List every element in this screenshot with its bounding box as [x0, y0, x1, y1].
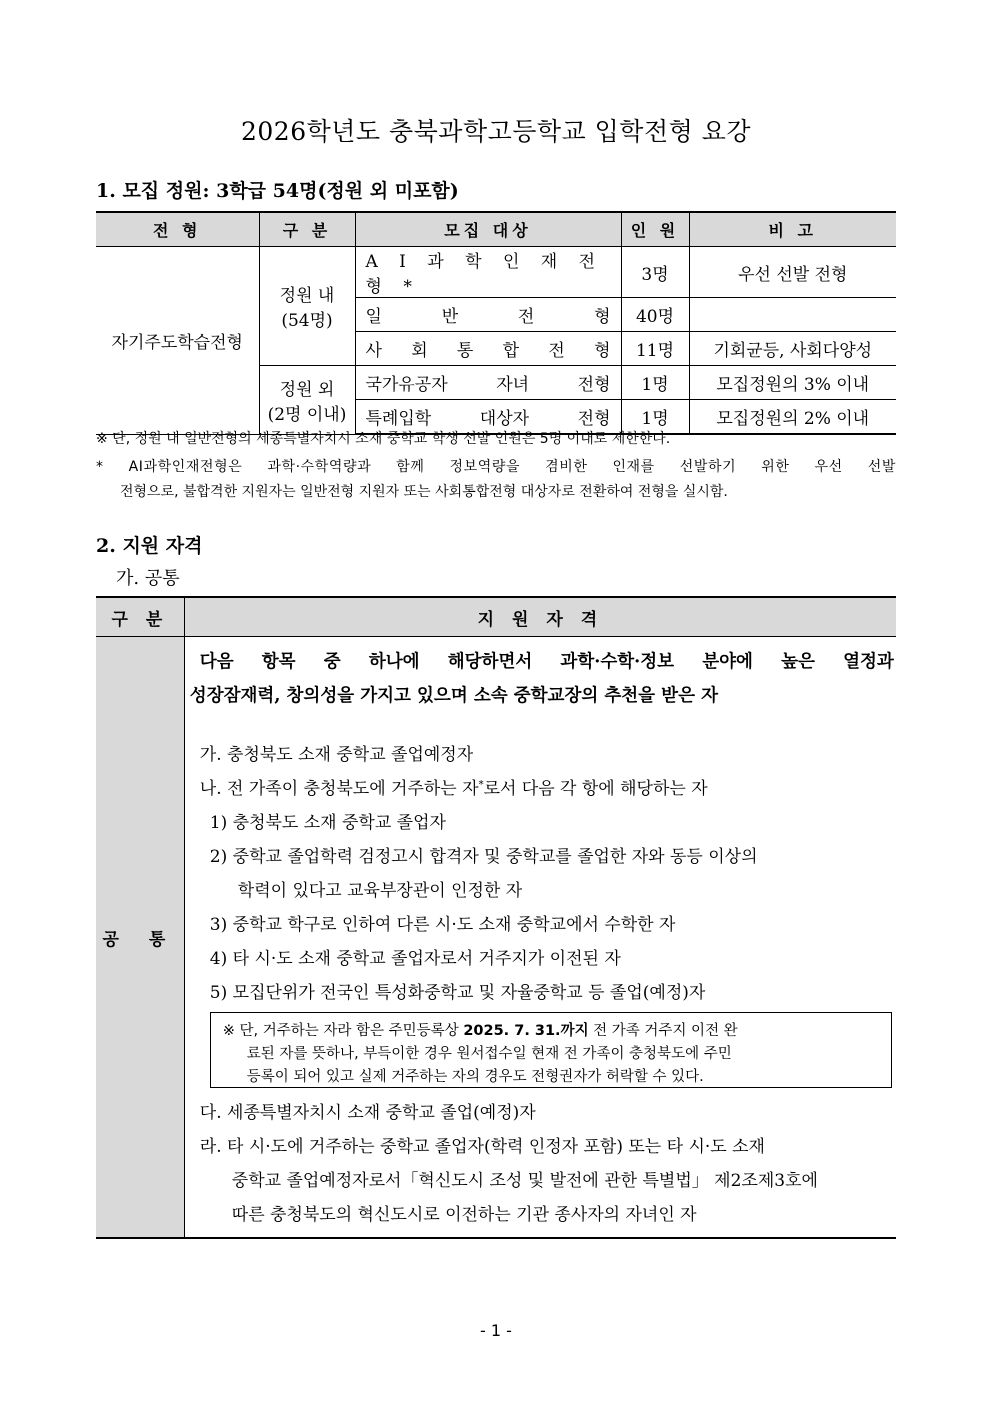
col-header-note: 비 고: [689, 212, 896, 247]
sub-item-5: 5) 모집단위가 전국인 특성화중학교 및 자율중학교 등 졸업(예정)자: [209, 983, 706, 1003]
table-row: 사 회 통 합 전 형: [355, 332, 621, 366]
sub-item-2-line1: 2) 중학교 졸업학력 검정고시 합격자 및 중학교를 졸업한 자와 동등 이상의: [209, 847, 758, 867]
sub-out-label: 정원 외: [279, 379, 335, 400]
box-line1: ※ 단, 거주하는 자라 함은 주민등록상 2025. 7. 31.까지 전 가족 거주지 이전 완: [222, 1023, 738, 1039]
col-header-category: 구 분: [259, 212, 355, 247]
table-row: 일 반 전 형: [355, 298, 621, 332]
table-row: A I 과 학 인 재 전 형 *: [355, 247, 621, 298]
quota-table: [96, 211, 896, 435]
intro-line1: 다음 항목 중 하나에 해당하면서 과학·수학·정보 분야에 높은 열정과: [199, 652, 894, 672]
note-cell: [689, 298, 896, 332]
col-header-type: 전 형: [96, 212, 259, 247]
group-cell: 자기주도학습전형: [96, 247, 259, 435]
count-cell: 3명: [621, 247, 689, 298]
section2-heading: 2. 지원 자격: [96, 535, 203, 557]
section1-heading: 1. 모집 정원: 3학급 54명(정원 외 미포함): [96, 180, 459, 202]
col-header-category: 구 분: [96, 597, 184, 637]
count-cell: 11명: [621, 332, 689, 366]
sub-item-3: 3) 중학교 학구로 인하여 다른 시·도 소재 중학교에서 수학한 자: [209, 915, 676, 935]
sub-item-1: 1) 충청북도 소재 중학교 졸업자: [209, 813, 446, 833]
sub-out-count: (2명 이내): [267, 404, 347, 425]
note-seoul-limit: ※ 단, 정원 내 일반전형의 세종특별자치시 소재 중학교 학생 선발 인원은 5명 이내로 제한한다.: [96, 431, 671, 447]
sub-in-label: 정원 내: [279, 286, 335, 306]
footnote-mark: *: [478, 779, 484, 791]
sub-item-2-line2: 학력이 있다고 교육부장관이 인정한 자: [237, 881, 523, 901]
item-da: 다. 세종특별자치시 소재 중학교 졸업(예정)자: [199, 1103, 536, 1123]
page-title: 2026학년도 충북과학고등학교 입학전형 요강: [240, 117, 751, 146]
eligibility-content: [184, 637, 896, 1239]
count-cell: 40명: [621, 298, 689, 332]
sub-item-4: 4) 타 시·도 소재 중학교 졸업자로서 거주지가 이전된 자: [209, 949, 621, 969]
note-cell: 모집정원의 2% 이내: [689, 400, 896, 435]
col-header-target: 모집 대상: [355, 212, 621, 247]
sub-out-cell: [259, 366, 355, 435]
note-ai-line1: * AI과학인재전형은 과학·수학역량과 함께 정보역량을 겸비한 인재를 선발하기 위한 우선 선발: [96, 459, 896, 475]
residence-note-box: [210, 1012, 892, 1088]
box-line3: 등록이 되어 있고 실제 거주하는 자의 경우도 전형권자가 허락할 수 있다.: [246, 1069, 704, 1085]
count-cell: 1명: [621, 400, 689, 435]
section2-sub: 가. 공통: [116, 568, 180, 589]
eligibility-table: [96, 596, 896, 1239]
table-row: 국가유공자 자녀 전형: [355, 366, 621, 400]
note-cell: 우선 선발 전형: [689, 247, 896, 298]
item-ra-line3: 따른 충청북도의 혁신도시로 이전하는 기관 종사자의 자녀인 자: [231, 1205, 697, 1225]
col-header-eligibility: 지 원 자 격: [184, 597, 896, 637]
sub-in-cell: [259, 247, 355, 366]
table-row: 특례입학 대상자 전형: [355, 400, 621, 435]
note-cell: 모집정원의 3% 이내: [689, 366, 896, 400]
row-label-common: 공 통: [96, 637, 184, 1239]
page-number: - 1 -: [480, 1321, 512, 1340]
note-ai-line2: 전형으로, 불합격한 지원자는 일반전형 지원자 또는 사회통합전형 대상자로 전환하여 전형을 실시함.: [120, 484, 728, 500]
item-ga: 가. 충청북도 소재 중학교 졸업예정자: [199, 745, 474, 765]
col-header-count: 인 원: [621, 212, 689, 247]
item-ra-line2: 중학교 졸업예정자로서「혁신도시 조성 및 발전에 관한 특별법」 제2조제3호에: [231, 1171, 818, 1191]
item-ra-line1: 라. 타 시·도에 거주하는 중학교 졸업자(학력 인정자 포함) 또는 타 시·도 소재: [199, 1137, 765, 1157]
sub-in-count: (54명): [281, 311, 333, 331]
item-na: 나. 전 가족이 충청북도에 거주하는 자*로서 다음 각 항에 해당하는 자: [199, 779, 708, 799]
intro-line2: 성장잠재력, 창의성을 가지고 있으며 소속 중학교장의 추천을 받은 자: [189, 686, 718, 706]
box-line2: 료된 자를 뜻하나, 부득이한 경우 원서접수일 현재 전 가족이 충청북도에 주민: [246, 1046, 732, 1062]
count-cell: 1명: [621, 366, 689, 400]
note-cell: 기회균등, 사회다양성: [689, 332, 896, 366]
